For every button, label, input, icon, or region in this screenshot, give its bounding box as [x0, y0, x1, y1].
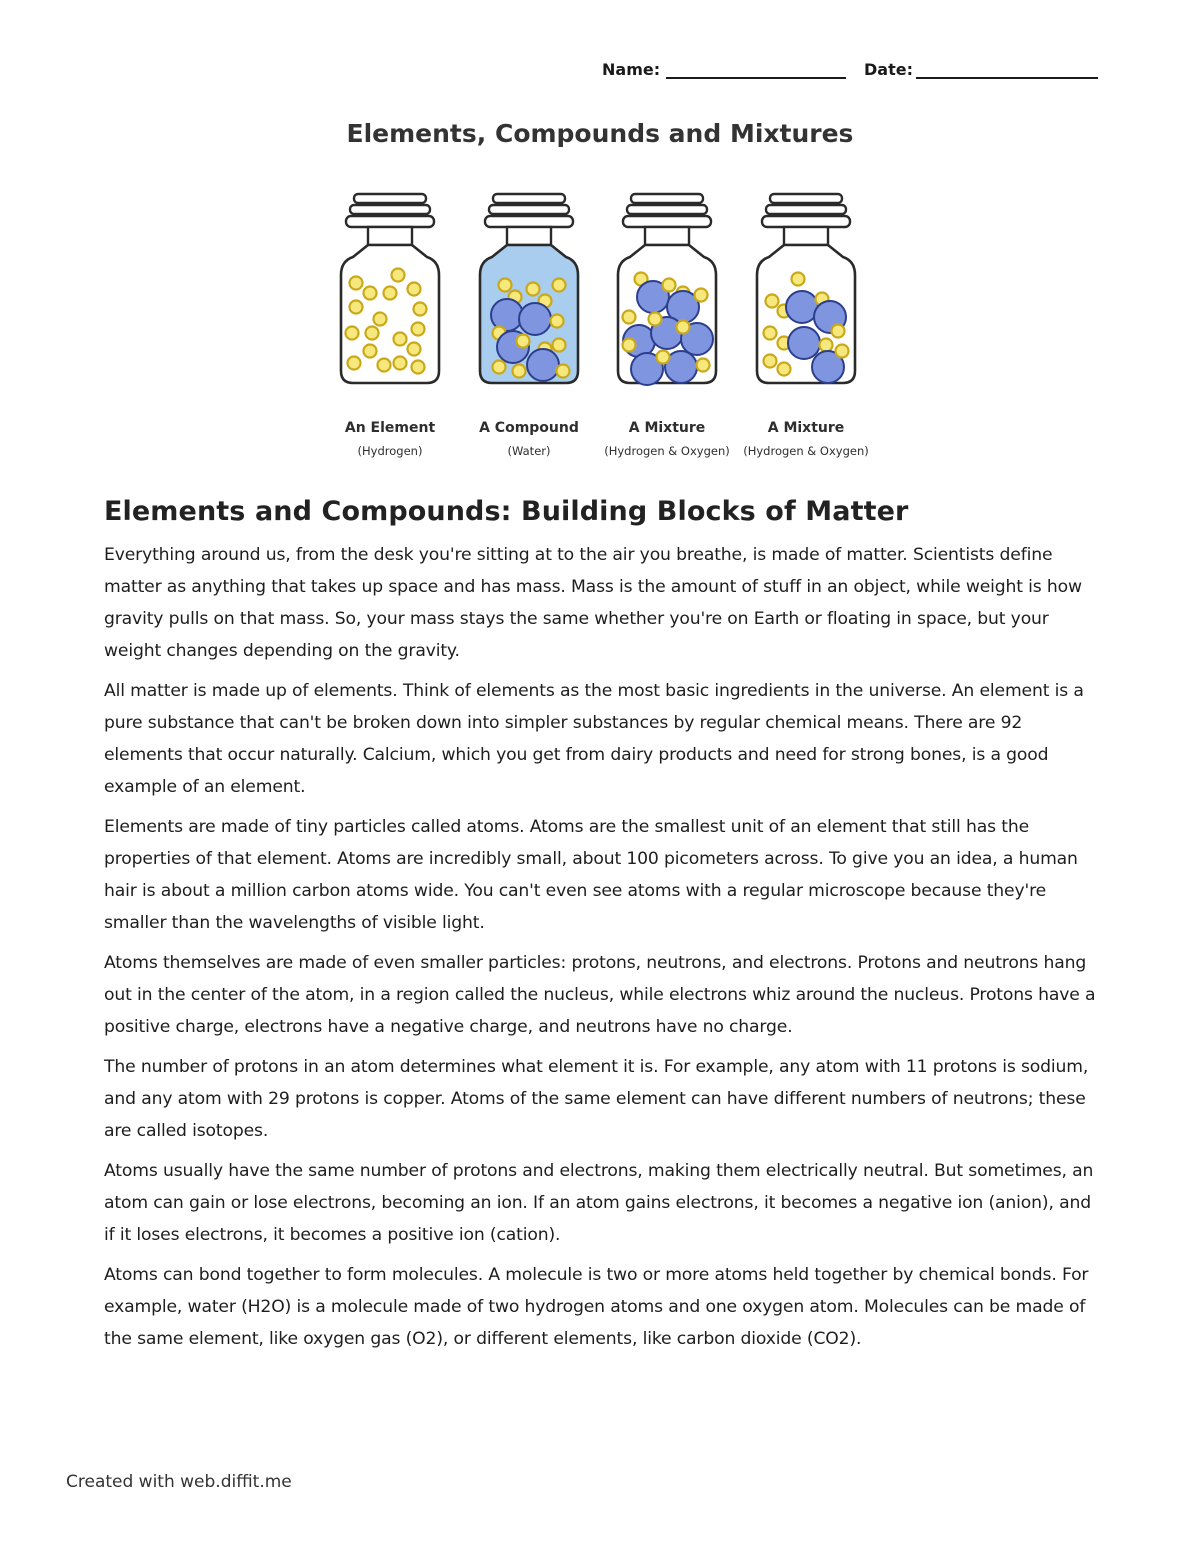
hydrogen-atom [350, 277, 363, 290]
jar-lid-middle [489, 205, 569, 214]
jar-lid-middle [766, 205, 846, 214]
jar-label: A Compound [479, 420, 579, 436]
oxygen-atom [519, 303, 551, 335]
hydrogen-atom [677, 321, 690, 334]
hydrogen-atom [766, 295, 779, 308]
jar-neck [645, 227, 689, 245]
jar-lid-bottom [762, 216, 850, 227]
date-field[interactable] [916, 77, 1098, 79]
hydrogen-atom [553, 339, 566, 352]
jar-lid-middle [350, 205, 430, 214]
hydrogen-atom [778, 363, 791, 376]
jar-lid-top [631, 194, 703, 203]
name-label: Name: [602, 60, 661, 79]
jar-neck [507, 227, 551, 245]
hydrogen-atom [408, 343, 421, 356]
hydrogen-atom [412, 361, 425, 374]
jars-group [341, 194, 855, 385]
hydrogen-atom [551, 315, 564, 328]
paragraph-1: Everything around us, from the desk you're sitting at to the air you breathe, is made of matter. Scientists define matter as anything that takes up space and has mass. Mass is the amount of stuff in an object, while weight is how gravity pulls on that mass. So, your mass stays the same whether you're on Earth or floating in space, but your weight changes depending on the gravity. [104, 545, 1082, 661]
paragraph-3: Elements are made of tiny particles called atoms. Atoms are the smallest unit of an element that still has the properties of that element. Atoms are incredibly small, about 100 picometers across. To give you an idea, a human hair is about a million carbon atoms wide. You can't even see atoms with a regular microscope because they're smaller than the wavelengths of visible light. [104, 817, 1078, 933]
jar-4 [757, 194, 855, 383]
name-date-fields [602, 60, 1102, 86]
oxygen-atom [527, 349, 559, 381]
hydrogen-atom [517, 335, 530, 348]
hydrogen-atom [348, 357, 361, 370]
footer-credit: Created with web.diffit.me [66, 1472, 292, 1492]
hydrogen-atom [408, 283, 421, 296]
jar-lid-bottom [485, 216, 573, 227]
hydrogen-atom [364, 287, 377, 300]
hydrogen-atom [695, 289, 708, 302]
jar-sublabel: (Hydrogen) [357, 444, 423, 458]
jar-neck [784, 227, 828, 245]
hydrogen-atom [820, 339, 833, 352]
jar-1 [341, 194, 439, 383]
oxygen-atom [788, 327, 820, 359]
hydrogen-atom [527, 283, 540, 296]
hydrogen-atom [649, 313, 662, 326]
hydrogen-atom [792, 273, 805, 286]
hydrogen-atom [350, 301, 363, 314]
jar-lid-bottom [346, 216, 434, 227]
jar-2 [480, 194, 578, 383]
hydrogen-atom [364, 345, 377, 358]
hydrogen-atom [412, 323, 425, 336]
jars-illustration [300, 108, 900, 480]
jar-label: An Element [344, 420, 436, 436]
jar-lid-middle [627, 205, 707, 214]
article-heading: Elements and Compounds: Building Blocks of Matter [104, 496, 909, 527]
hydrogen-atom [764, 327, 777, 340]
elements-compounds-mixtures-illustration [300, 108, 900, 480]
hydrogen-atom [374, 313, 387, 326]
name-field[interactable] [666, 77, 846, 79]
hydrogen-atom [836, 345, 849, 358]
figure-title: Elements, Compounds and Mixtures [346, 119, 854, 148]
hydrogen-atom [346, 327, 359, 340]
hydrogen-atom [697, 359, 710, 372]
jar-captions [345, 420, 869, 458]
hydrogen-atom [493, 361, 506, 374]
hydrogen-atom [557, 365, 570, 378]
hydrogen-atom [764, 355, 777, 368]
date-label: Date: [864, 60, 913, 79]
jar-neck [368, 227, 412, 245]
jar-lid-top [493, 194, 565, 203]
hydrogen-atom [513, 365, 526, 378]
jar-lid-top [770, 194, 842, 203]
hydrogen-atom [657, 351, 670, 364]
jar-sublabel: (Hydrogen & Oxygen) [604, 444, 730, 458]
hydrogen-atom [623, 339, 636, 352]
hydrogen-atom [366, 327, 379, 340]
jar-lid-top [354, 194, 426, 203]
jar-sublabel: (Hydrogen & Oxygen) [743, 444, 869, 458]
paragraph-6: Atoms usually have the same number of protons and electrons, making them electrically neutral. But sometimes, an atom can gain or lose electrons, becoming an ion. If an atom gains electrons, it becomes a negative ion (anion), and if it loses electrons, it becomes a positive ion (cation). [104, 1161, 1094, 1245]
hydrogen-atom [414, 303, 427, 316]
hydrogen-atom [553, 279, 566, 292]
jar-label: A Mixture [767, 420, 845, 436]
hydrogen-atom [394, 333, 407, 346]
paragraph-4: Atoms themselves are made of even smaller particles: protons, neutrons, and electrons. Protons and neutrons hang out in the center of the atom, in a region called the nucleus, while electrons whiz around the nucleus. Protons have a positive charge, electrons have a negative charge, and neutrons have no charge. [104, 953, 1096, 1037]
jar-3 [618, 194, 716, 385]
paragraph-7: Atoms can bond together to form molecules. A molecule is two or more atoms held together by chemical bonds. For example, water (H2O) is a molecule made of two hydrogen atoms and one oxygen atom. Molecules can be made of the same element, like oxygen gas (O2), or different elements, like carbon dioxide (CO2). [104, 1265, 1089, 1349]
jar-label: A Mixture [628, 420, 706, 436]
jar-sublabel: (Water) [507, 444, 551, 458]
jar-lid-bottom [623, 216, 711, 227]
paragraph-2: All matter is made up of elements. Think of elements as the most basic ingredients in the universe. An element is a pure substance that can't be broken down into simpler substances by regular chemical means. There are 92 elements that occur naturally. Calcium, which you get from dairy products and need for strong bones, is a good example of an element. [104, 681, 1084, 797]
hydrogen-atom [832, 325, 845, 338]
hydrogen-atom [499, 279, 512, 292]
hydrogen-atom [623, 311, 636, 324]
paragraph-5: The number of protons in an atom determines what element it is. For example, any atom with 11 protons is sodium, and any atom with 29 protons is copper. Atoms of the same element can have different numbers of neutrons; these are called isotopes. [104, 1057, 1089, 1141]
hydrogen-atom [392, 269, 405, 282]
hydrogen-atom [384, 287, 397, 300]
hydrogen-atom [378, 359, 391, 372]
article [104, 496, 1104, 1363]
hydrogen-atom [394, 357, 407, 370]
hydrogen-atom [663, 279, 676, 292]
